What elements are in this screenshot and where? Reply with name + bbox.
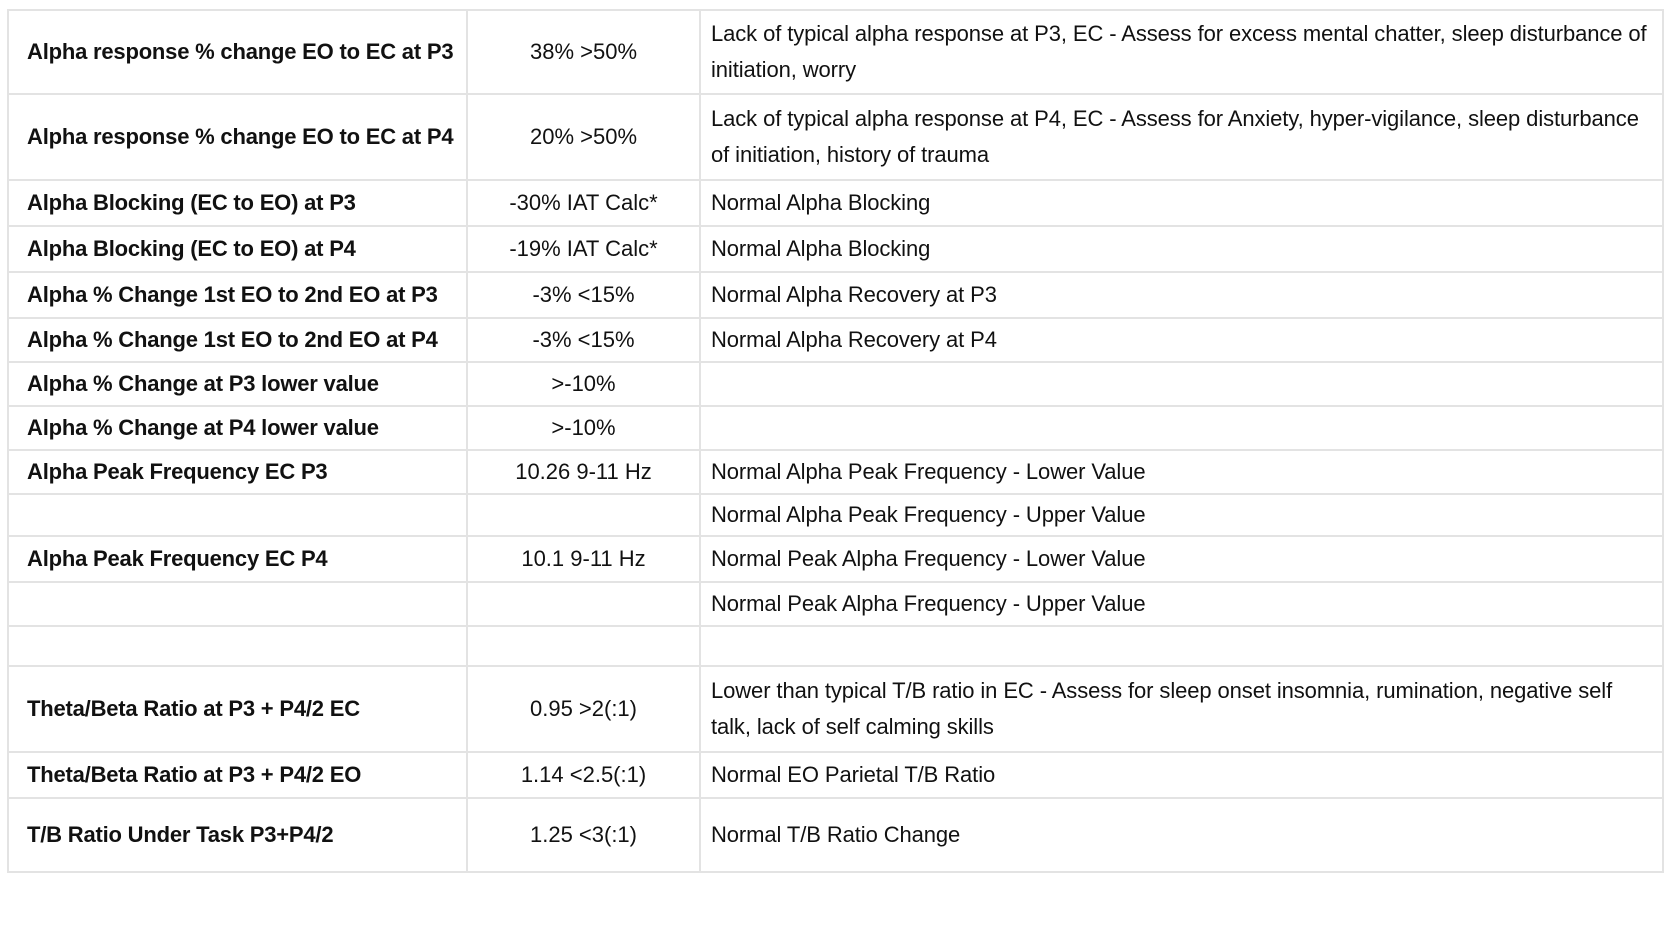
value-cell: -3% <15%: [467, 272, 700, 318]
metric-cell: [8, 494, 467, 536]
table-row: [8, 752, 1663, 798]
table-row: [8, 10, 1663, 94]
note-cell: Normal T/B Ratio Change: [700, 798, 1663, 872]
value-cell: 20% >50%: [467, 94, 700, 180]
metric-cell: Theta/Beta Ratio at P3 + P4/2 EC: [8, 666, 467, 752]
note-cell: [700, 362, 1663, 406]
table-row: [8, 494, 1663, 536]
value-cell: 38% >50%: [467, 10, 700, 94]
table-row: [8, 666, 1663, 752]
metric-cell: Alpha Blocking (EC to EO) at P3: [8, 180, 467, 226]
value-cell: >-10%: [467, 406, 700, 450]
table-row: [8, 626, 1663, 666]
metric-cell: Alpha % Change at P4 lower value: [8, 406, 467, 450]
metric-cell: Alpha response % change EO to EC at P3: [8, 10, 467, 94]
note-cell: Normal Alpha Blocking: [700, 226, 1663, 272]
metric-cell: Alpha response % change EO to EC at P4: [8, 94, 467, 180]
table-row: [8, 450, 1663, 494]
note-cell: Lower than typical T/B ratio in EC - Assess for sleep onset insomnia, rumination, negative self talk, lack of self calming skills: [700, 666, 1663, 752]
table-row: [8, 798, 1663, 872]
table-row: [8, 180, 1663, 226]
note-cell: Normal Peak Alpha Frequency - Upper Value: [700, 582, 1663, 626]
table-row: [8, 226, 1663, 272]
metric-cell: [8, 582, 467, 626]
value-cell: -3% <15%: [467, 318, 700, 362]
value-cell: >-10%: [467, 362, 700, 406]
table-row: [8, 272, 1663, 318]
value-cell: -30% IAT Calc*: [467, 180, 700, 226]
value-cell: -19% IAT Calc*: [467, 226, 700, 272]
metric-cell: Alpha % Change 1st EO to 2nd EO at P4: [8, 318, 467, 362]
metric-cell: T/B Ratio Under Task P3+P4/2: [8, 798, 467, 872]
value-cell: [467, 494, 700, 536]
note-cell: Lack of typical alpha response at P4, EC - Assess for Anxiety, hyper-vigilance, sleep disturbance of initiation, history of trauma: [700, 94, 1663, 180]
value-cell: 1.25 <3(:1): [467, 798, 700, 872]
value-cell: [467, 626, 700, 666]
metric-cell: Theta/Beta Ratio at P3 + P4/2 EO: [8, 752, 467, 798]
metric-cell: Alpha Blocking (EC to EO) at P4: [8, 226, 467, 272]
metric-cell: [8, 626, 467, 666]
note-cell: Normal Peak Alpha Frequency - Lower Value: [700, 536, 1663, 582]
value-cell: 0.95 >2(:1): [467, 666, 700, 752]
table-row: [8, 318, 1663, 362]
metric-cell: Alpha Peak Frequency EC P4: [8, 536, 467, 582]
table-row: [8, 536, 1663, 582]
eeg-assessment-table: [7, 9, 1664, 873]
value-cell: [467, 582, 700, 626]
metric-cell: Alpha % Change at P3 lower value: [8, 362, 467, 406]
note-cell: [700, 626, 1663, 666]
table-row: [8, 362, 1663, 406]
note-cell: Normal Alpha Recovery at P4: [700, 318, 1663, 362]
note-cell: Normal Alpha Recovery at P3: [700, 272, 1663, 318]
note-cell: Normal Alpha Peak Frequency - Upper Value: [700, 494, 1663, 536]
value-cell: 10.26 9-11 Hz: [467, 450, 700, 494]
metric-cell: Alpha Peak Frequency EC P3: [8, 450, 467, 494]
note-cell: Normal Alpha Blocking: [700, 180, 1663, 226]
table-row: [8, 406, 1663, 450]
metric-cell: Alpha % Change 1st EO to 2nd EO at P3: [8, 272, 467, 318]
note-cell: Normal EO Parietal T/B Ratio: [700, 752, 1663, 798]
table-row: [8, 582, 1663, 626]
value-cell: 1.14 <2.5(:1): [467, 752, 700, 798]
table-body: [8, 10, 1663, 872]
table-row: [8, 94, 1663, 180]
note-cell: [700, 406, 1663, 450]
note-cell: Lack of typical alpha response at P3, EC - Assess for excess mental chatter, sleep disturbance of initiation, worry: [700, 10, 1663, 94]
note-cell: Normal Alpha Peak Frequency - Lower Value: [700, 450, 1663, 494]
value-cell: 10.1 9-11 Hz: [467, 536, 700, 582]
